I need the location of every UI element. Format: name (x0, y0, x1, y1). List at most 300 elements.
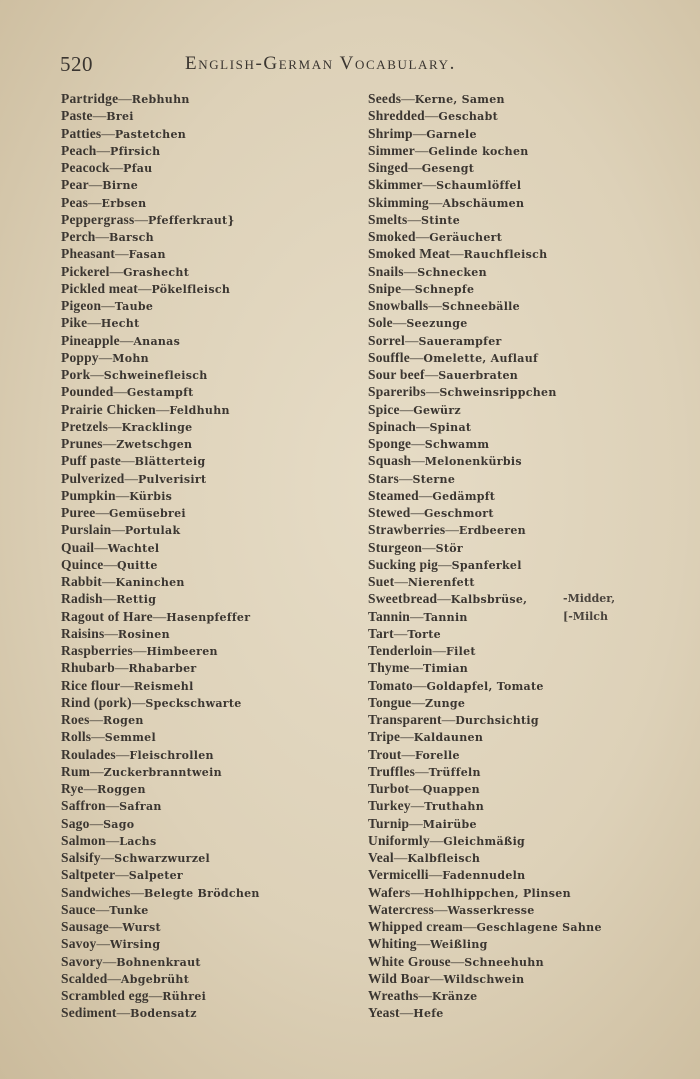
english-term: Snipe (368, 280, 402, 296)
vocabulary-entry (61, 366, 260, 383)
english-term: Pear (61, 177, 89, 193)
vocabulary-entry (61, 176, 260, 193)
vocabulary-entry (368, 918, 602, 935)
english-term: Smoked (368, 229, 416, 244)
german-translation: Nierenfett (407, 576, 475, 589)
em-dash-separator: — (399, 401, 414, 417)
german-translation: Schwamm (424, 438, 490, 451)
vocabulary-column-right (368, 90, 616, 1022)
english-term: Paste (61, 108, 93, 124)
em-dash-separator: — (401, 280, 415, 296)
vocabulary-entry (368, 297, 602, 314)
vocabulary-entry (61, 987, 260, 1004)
german-translation: Geräuchert (429, 231, 503, 244)
em-dash-separator: — (410, 608, 424, 624)
german-translation: Zuckerbranntwein (103, 765, 222, 779)
vocabulary-entry (368, 176, 602, 193)
em-dash-separator: — (87, 315, 101, 331)
english-term: Rum (61, 763, 91, 779)
em-dash-separator: — (131, 694, 146, 710)
english-term: Tomato (368, 677, 413, 693)
vocabulary-entry (368, 194, 602, 211)
em-dash-separator: — (130, 884, 145, 900)
vocabulary-entry (61, 901, 260, 918)
em-dash-separator: — (409, 781, 423, 796)
english-term: Snails (368, 263, 404, 279)
german-translation: Rauchfleisch (463, 248, 548, 262)
english-term: Truffles (368, 763, 416, 779)
em-dash-separator: — (115, 746, 130, 762)
german-translation: Pastetchen (114, 127, 187, 141)
vocabulary-entry (61, 746, 260, 763)
english-term: White Grouse (368, 953, 451, 969)
german-translation: Schweinsrippchen (439, 386, 557, 400)
english-term: Spice (368, 401, 400, 417)
em-dash-separator: — (450, 953, 465, 969)
english-term: Saltpeter (61, 867, 116, 883)
german-translation: Truthahn (424, 800, 484, 814)
vocabulary-entry (61, 125, 260, 142)
english-term: Sour beef (368, 367, 425, 382)
english-term: Wafers (368, 884, 411, 900)
page-title: English-German Vocabulary. (185, 53, 456, 74)
english-term: Pike (61, 315, 88, 331)
english-term: Poppy (61, 349, 99, 365)
em-dash-separator: — (409, 349, 424, 365)
em-dash-separator: — (94, 539, 108, 555)
english-term: Uniformly (368, 832, 430, 848)
vocabulary-entry (61, 866, 260, 883)
german-translation: Schneehuhn (464, 955, 544, 969)
vocabulary-entry (61, 797, 260, 814)
em-dash-separator: — (411, 436, 425, 451)
em-dash-separator: — (408, 160, 422, 175)
vocabulary-entry (61, 401, 260, 418)
english-term: Quail (61, 539, 95, 555)
german-translation: Rosinen (117, 627, 170, 641)
german-translation: Goldapfel, Tomate (426, 679, 544, 693)
english-term: Pumpkin (61, 487, 116, 503)
vocabulary-entry (61, 780, 260, 797)
english-term: Radish (61, 591, 103, 607)
em-dash-separator: — (429, 970, 444, 986)
english-term: Transparent (368, 712, 442, 727)
vocabulary-entry (368, 280, 602, 297)
em-dash-separator: — (102, 591, 117, 607)
german-translation: Fadennudeln (442, 869, 526, 883)
german-translation: Sterne (412, 472, 456, 486)
english-term: Smelts (368, 211, 408, 227)
vocabulary-entry (61, 970, 260, 987)
german-translation: Pulverisirt (137, 472, 207, 486)
vocabulary-entry (61, 815, 260, 832)
english-term: Patties (61, 125, 102, 141)
german-translation: Reismehl (133, 679, 194, 693)
em-dash-separator: — (407, 211, 421, 227)
english-term: Rind (pork) (61, 694, 132, 710)
english-term: Sandwiches (61, 884, 131, 900)
vocabulary-entry (61, 314, 260, 331)
vocabulary-entry (368, 263, 602, 280)
vocabulary-entry (61, 625, 260, 642)
em-dash-separator: — (441, 712, 456, 727)
em-dash-separator: — (109, 160, 124, 175)
vocabulary-entry (368, 625, 602, 642)
vocabulary-entry (368, 866, 602, 883)
german-translation: Hefe (413, 1007, 444, 1021)
em-dash-separator: — (429, 832, 444, 848)
vocabulary-entry (61, 849, 260, 866)
em-dash-separator: — (410, 505, 424, 520)
german-translation: Abgebrüht (120, 972, 190, 986)
german-translation: Stör (435, 541, 463, 555)
english-term: Simmer (368, 142, 415, 158)
german-translation: Pfirsich (110, 144, 161, 158)
english-term: Tart (368, 625, 394, 641)
em-dash-separator: — (148, 988, 163, 1003)
em-dash-separator: — (114, 660, 129, 676)
german-translation: Schneebälle (441, 300, 520, 313)
vocabulary-entry (368, 677, 602, 694)
vocabulary-entry (368, 763, 602, 780)
vocabulary-entry (61, 539, 260, 556)
german-translation: Rührei (162, 990, 207, 1003)
english-term: Purslain (61, 522, 112, 538)
em-dash-separator: — (88, 194, 102, 210)
german-translation: Salpeter (128, 869, 184, 883)
english-term: Squash (368, 453, 412, 469)
em-dash-separator: — (90, 763, 104, 779)
german-translation: Omelette, Auflauf (423, 351, 539, 365)
em-dash-separator: — (401, 91, 415, 106)
vocabulary-entry (368, 987, 602, 1004)
em-dash-separator: — (95, 229, 109, 244)
german-translation: Hasenpfeffer (166, 610, 251, 624)
vocabulary-entry (368, 746, 602, 763)
german-translation: Sauerbraten (438, 369, 519, 382)
vocabulary-entry (368, 487, 602, 504)
german-translation: Timian (423, 662, 469, 676)
vocabulary-entry (368, 125, 602, 142)
german-translation: Gedämpft (432, 489, 496, 503)
vocabulary-entry (368, 142, 602, 159)
vocabulary-entry (368, 332, 602, 349)
em-dash-separator: — (410, 884, 424, 900)
vocabulary-entry (61, 383, 260, 400)
vocabulary-entry (61, 884, 260, 901)
em-dash-separator: — (414, 142, 429, 158)
german-translation: Barsch (109, 231, 154, 244)
english-term: Rice flour (61, 677, 121, 693)
english-term: Roulades (61, 746, 116, 762)
english-term: Sucking pig (368, 556, 439, 572)
em-dash-separator: — (428, 298, 442, 313)
vocabulary-entry (61, 521, 260, 538)
vocabulary-entry (368, 815, 602, 832)
em-dash-separator: — (422, 177, 437, 193)
german-translation: Kracklinge (121, 420, 193, 434)
german-translation: Kaninchen (115, 576, 185, 589)
english-term: Suet (368, 574, 395, 589)
vocabulary-entry (368, 366, 602, 383)
vocabulary-entry (368, 159, 602, 176)
em-dash-separator: — (409, 660, 423, 676)
english-term: Roes (61, 712, 90, 727)
vocabulary-entry (368, 539, 602, 556)
em-dash-separator: — (424, 108, 439, 124)
em-dash-separator: — (422, 539, 436, 555)
vocabulary-entry (368, 504, 602, 521)
em-dash-separator: — (428, 867, 443, 883)
vocabulary-entry (368, 694, 602, 711)
em-dash-separator: — (116, 1005, 131, 1021)
german-translation-continuation: [-Milch (563, 609, 608, 623)
english-term: Turbot (368, 781, 410, 796)
english-term: Rolls (61, 729, 92, 745)
english-term: Tenderloin (368, 643, 433, 658)
german-translation: Himbeeren (146, 645, 218, 658)
vocabulary-entry (61, 349, 260, 366)
vocabulary-entry (61, 332, 260, 349)
vocabulary-entry (368, 314, 602, 331)
vocabulary-entry (61, 263, 260, 280)
em-dash-separator: — (412, 125, 427, 141)
german-translation: Tunke (109, 903, 149, 917)
vocabulary-entry (368, 590, 616, 607)
english-term: Thyme (368, 660, 410, 676)
vocabulary-entry (61, 659, 260, 676)
german-translation: Spanferkel (451, 558, 522, 572)
vocabulary-entry (61, 280, 260, 297)
vocabulary-entry (61, 763, 260, 780)
vocabulary-entry (368, 642, 602, 659)
english-term: Sweetbread (368, 591, 438, 607)
english-term: Pickled meat (61, 280, 139, 296)
english-term: Souffle (368, 349, 410, 365)
vocabulary-entry (368, 728, 602, 745)
em-dash-separator: — (424, 367, 439, 382)
em-dash-separator: — (113, 384, 127, 400)
em-dash-separator: — (104, 625, 118, 641)
vocabulary-entry (368, 711, 602, 728)
vocabulary-entry (61, 832, 260, 849)
english-term: Sponge (368, 436, 412, 451)
em-dash-separator: — (100, 850, 115, 865)
vocabulary-entry (368, 401, 602, 418)
em-dash-separator: — (438, 556, 452, 572)
em-dash-separator: — (450, 246, 464, 262)
german-translation: Portulak (124, 524, 181, 538)
vocabulary-entry (368, 659, 602, 676)
english-term: Puree (61, 505, 96, 520)
english-term: Shredded (368, 108, 425, 124)
english-term: Spareribs (368, 384, 426, 400)
em-dash-separator: — (393, 850, 408, 865)
vocabulary-entry (368, 470, 602, 487)
vocabulary-entry (61, 504, 260, 521)
german-translation: Belegte Brödchen (144, 886, 260, 900)
vocabulary-entry (61, 228, 260, 245)
english-term: Turnip (368, 815, 410, 831)
english-term: Veal (368, 850, 394, 865)
vocabulary-entry (368, 521, 602, 538)
em-dash-separator: — (108, 919, 123, 934)
german-translation: Erbsen (101, 196, 147, 210)
german-translation: Safran (119, 800, 162, 814)
em-dash-separator: — (115, 487, 130, 503)
german-translation: Geschlagene Sahne (476, 921, 602, 934)
vocabulary-entry (61, 297, 260, 314)
vocabulary-entry (368, 452, 602, 469)
english-term: Salsify (61, 850, 101, 865)
vocabulary-entry (61, 694, 260, 711)
english-term: Spinach (368, 418, 416, 434)
em-dash-separator: — (437, 591, 451, 607)
english-term: Pounded (61, 384, 114, 400)
english-term: Wild Boar (368, 970, 430, 986)
german-translation: Birne (102, 179, 139, 193)
german-translation: Schnepfe (414, 282, 475, 296)
english-term: Skimmer (368, 177, 423, 193)
vocabulary-entry (61, 711, 260, 728)
em-dash-separator: — (134, 211, 148, 227)
em-dash-separator: — (433, 901, 448, 917)
german-translation: Sauerampfer (418, 334, 502, 348)
vocabulary-entry (61, 608, 260, 625)
english-term: Peacock (61, 160, 110, 175)
english-term: Tripe (368, 729, 401, 745)
vocabulary-entry (368, 418, 602, 435)
english-term: Stewed (368, 505, 411, 520)
vocabulary-entry (368, 228, 602, 245)
em-dash-separator: — (102, 436, 117, 451)
page-number: 520 (60, 52, 93, 76)
german-translation: Kalbfleisch (407, 852, 481, 865)
vocabulary-entry (368, 935, 602, 952)
vocabulary-entry (368, 435, 602, 452)
german-translation: Quitte (116, 558, 158, 572)
english-term: Pretzels (61, 418, 109, 434)
english-term: Strawberries (368, 522, 446, 538)
german-translation: Weißling (430, 938, 488, 952)
german-translation: Pfau (123, 162, 153, 175)
german-translation: Trüffeln (428, 765, 481, 779)
english-term: Puff paste (61, 453, 122, 469)
vocabulary-entry (368, 107, 602, 124)
vocabulary-entry (61, 1004, 260, 1021)
german-translation: Garnele (426, 127, 477, 141)
german-translation: Pfefferkraut} (147, 213, 235, 227)
english-term: Sausage (61, 919, 109, 934)
german-translation: Filet (446, 645, 476, 658)
english-term: Scalded (61, 970, 108, 986)
english-term: Snowballs (368, 298, 429, 313)
vocabulary-entry (61, 452, 260, 469)
german-translation: Speckschwarte (145, 696, 242, 710)
german-translation: Feldhuhn (169, 403, 230, 417)
german-translation: Rogen (103, 714, 144, 727)
german-translation: Kalbsbrüse, (450, 593, 528, 607)
german-translation: Melonenkürbis (424, 455, 522, 469)
german-translation: Schaumlöffel (436, 179, 522, 193)
english-term: Rye (61, 781, 84, 796)
em-dash-separator: — (409, 815, 423, 831)
german-translation: Mairübe (422, 817, 477, 831)
german-translation: Seezunge (406, 317, 468, 331)
vocabulary-entry (368, 884, 602, 901)
em-dash-separator: — (111, 522, 125, 538)
english-term: Scrambled egg (61, 988, 149, 1003)
english-term: Quince (61, 556, 104, 572)
german-translation: Abschäumen (442, 196, 525, 210)
english-term: Prairie Chicken (61, 401, 156, 417)
vocabulary-entry (368, 349, 602, 366)
english-term: Pork (61, 367, 91, 382)
english-term: Savory (61, 953, 103, 969)
em-dash-separator: — (115, 867, 129, 883)
em-dash-separator: — (404, 332, 419, 348)
german-translation: Spinat (429, 420, 472, 434)
german-translation: Schweinefleisch (103, 369, 208, 382)
em-dash-separator: — (445, 522, 459, 538)
german-translation: Mohn (112, 351, 149, 365)
em-dash-separator: — (98, 349, 113, 365)
german-translation: Kaldaunen (413, 731, 484, 745)
em-dash-separator: — (403, 263, 418, 279)
german-translation: Roggen (97, 783, 146, 796)
german-translation: Wurst (122, 921, 161, 934)
german-translation: Kränze (431, 990, 478, 1003)
vocabulary-entry (368, 970, 602, 987)
vocabulary-entry (368, 849, 602, 866)
english-term: Trout (368, 746, 402, 762)
german-translation: Bodensatz (130, 1007, 197, 1021)
german-translation: Wasserkresse (447, 903, 535, 917)
vocabulary-entry (61, 142, 260, 159)
english-term: Whipped cream (368, 919, 463, 934)
vocabulary-entry (368, 953, 602, 970)
em-dash-separator: — (392, 315, 407, 331)
english-term: Yeast (368, 1005, 400, 1021)
em-dash-separator: — (101, 298, 115, 313)
vocabulary-entry (61, 194, 260, 211)
english-term: Skimming (368, 194, 429, 210)
german-translation: Gemüsebrei (109, 507, 186, 520)
vocabulary-entry (61, 159, 260, 176)
english-term: Shrimp (368, 125, 413, 141)
em-dash-separator: — (138, 280, 152, 296)
english-term: Raspberries (61, 643, 133, 658)
german-translation: Rebhuhn (131, 93, 190, 106)
german-translation: Zunge (424, 696, 466, 710)
german-translation: Blätterteig (134, 455, 206, 469)
german-translation: Schnecken (417, 265, 487, 279)
em-dash-separator: — (83, 781, 98, 796)
vocabulary-entry (61, 918, 260, 935)
em-dash-separator: — (411, 453, 425, 469)
vocabulary-entry (61, 487, 260, 504)
german-translation: Gesengt (421, 162, 475, 175)
english-term: Sole (368, 315, 393, 331)
english-term: Pheasant (61, 246, 116, 262)
german-translation: Tannin (423, 610, 468, 624)
em-dash-separator: — (95, 901, 110, 917)
vocabulary-entry (368, 797, 602, 814)
german-translation: Wachtel (107, 541, 160, 555)
em-dash-separator: — (399, 470, 413, 486)
em-dash-separator: — (105, 798, 120, 814)
em-dash-separator: — (88, 177, 103, 193)
